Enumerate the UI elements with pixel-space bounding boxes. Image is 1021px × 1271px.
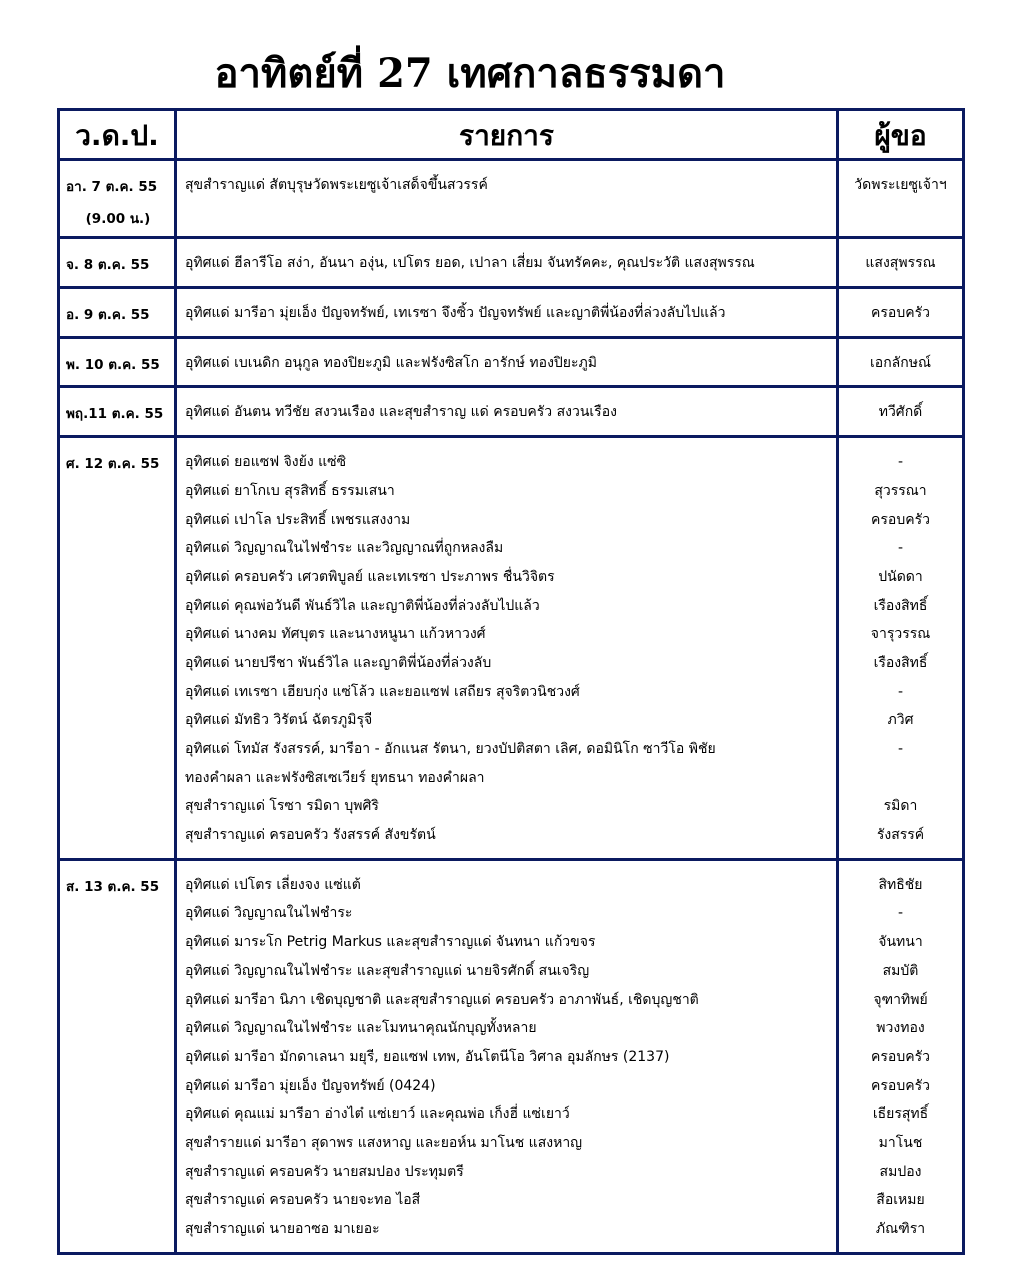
entry-requester: สิทธิชัย (878, 876, 923, 893)
row-date: จ. 8 ต.ค. 55 (66, 257, 150, 274)
entry-text: อุทิศแด่ มารีอา มุ่ยเอ็ง ปัญจทรัพย์ (0424) (185, 1077, 436, 1094)
entry-text: อุทิศแด่ ฮีลารีโอ สง่า, อันนา องุ่น, เปโตร ยอด, เปาลา เสี่ยม จันทรัคคะ, คุณประวัติ แสงสุพรรณ (185, 255, 755, 272)
page-title: อาทิตย์ที่ 27 เทศกาลธรรมดา (214, 50, 726, 97)
schedule-table (57, 108, 965, 1255)
row-requester-cell (839, 161, 962, 236)
row-requester-cell (839, 289, 962, 336)
entry-text: อุทิศแด่ เปาโล ประสิทธิ์ เพชรแสงงาม (185, 511, 411, 528)
entry-text: อุทิศแด่ เบเนดิก อนุกูล ทองปิยะภูมิ และฟรังซิสโก อารักษ์ ทองปิยะภูมิ (185, 354, 597, 371)
table-grid (60, 111, 962, 1252)
entry-requester: สมบัติ (882, 962, 919, 979)
row-requester-cell (839, 339, 962, 386)
entry-text: อุทิศแด่ มารีอา มักดาเลนา มยุรี, ยอแซฟ เทพ, อันโตนีโอ วิศาล อุมลักษร (2137) (185, 1048, 670, 1065)
entry-text: อุทิศแด่ มาระโก Petrig Markus และสุขสำราญแด่ จันทนา แก้วขจร (185, 934, 596, 951)
row-date-cell (60, 861, 177, 1252)
entry-requester: รมิดา (883, 798, 918, 815)
row-date: อ. 9 ต.ค. 55 (66, 307, 150, 324)
entry-text: อุทิศแด่ ยอแซฟ จิงย้ง แซ่ซิ (185, 454, 347, 471)
entry-requester: จารุวรรณ (870, 626, 931, 643)
entry-requester: สือเหมย (876, 1192, 925, 1209)
entry-requester: ครอบครัว (871, 305, 930, 322)
header-date: ว.ด.ป. (60, 111, 177, 161)
entry-text: อุทิศแด่ วิญญาณในไฟชำระ และโมทนาคุณนักบุญทั้งหลาย (185, 1020, 537, 1037)
entry-requester: ภวิศ (887, 712, 914, 729)
entry-requester: รังสรรค์ (876, 827, 925, 844)
entry-requester: จันทนา (878, 934, 923, 951)
entry-text (185, 200, 836, 229)
entry-text: อุทิศแด่ คุณพ่อวันดี พันธ์วิไล และญาติพี่น้องที่ล่วงลับไปแล้ว (185, 597, 540, 614)
row-requester-cell (839, 239, 962, 286)
entry-requester: พวงทอง (876, 1020, 925, 1037)
entry-requester: เธียรสุทธิ์ (872, 1106, 929, 1123)
entry-requester: มาโนช (878, 1134, 923, 1151)
entry-requester: สุวรรณา (874, 482, 927, 499)
entry-requester: ภัณฑิรา (875, 1221, 926, 1237)
entry-requester: ครอบครัว (871, 1048, 930, 1065)
entry-requester: ทวีศักดิ์ (878, 404, 923, 421)
row-date-cell (60, 239, 177, 286)
row-date-cell (60, 388, 177, 435)
row-items-cell (177, 239, 839, 286)
row-items-cell (177, 438, 839, 858)
entry-text: สุขสำราญแด่ ครอบครัว รังสรรค์ สังขรัตน์ (185, 827, 436, 844)
row-items-cell (177, 161, 839, 236)
entry-text: อุทิศแด่ ครอบครัว เศวตพิบูลย์ และเทเรซา ประภาพร ชื่นวิจิตร (185, 568, 555, 585)
row-requester-cell (839, 861, 962, 1252)
entry-text: อุทิศแด่ วิญญาณในไฟชำระ และสุขสำราญแด่ นายจิรศักดิ์ สนเจริญ (185, 962, 590, 979)
entry-text: อุทิศแด่ นางคม ทัศบุตร และนางหนูนา แก้วหาวงศ์ (185, 626, 486, 643)
entry-text: สุขสำราญแด่ ครอบครัว นายสมปอง ประทุมตรี (185, 1163, 464, 1180)
entry-requester (839, 764, 962, 793)
entry-requester: จุฑาทิพย์ (873, 991, 928, 1008)
entry-requester: เอกลักษณ์ (870, 354, 931, 371)
entry-requester: - (897, 905, 904, 922)
row-date-cell (60, 339, 177, 386)
entry-text: อุทิศแด่ มารีอา นิภา เชิดบุญชาติ และสุขสำราญแด่ ครอบครัว อาภาพันธ์, เชิดบุญชาติ (185, 991, 699, 1008)
entry-text: สุขสำราญแด่ สัตบุรุษวัดพระเยซูเจ้าเสด็จขึ้นสวรรค์ (185, 177, 488, 193)
entry-text: สุขสำรายแด่ มารีอา สุดาพร แสงหาญ และยอห์น มาโนช แสงหาญ (185, 1134, 583, 1151)
entry-requester: - (897, 540, 904, 557)
entry-requester: เรืองสิทธิ์ (873, 597, 928, 614)
entry-text: อุทิศแด่ มารีอา มุ่ยเอ็ง ปัญจทรัพย์, เทเรซา จึงซิ้ว ปัญจทรัพย์ และญาติพี่น้องที่ล่วงลับไปแล้ว (185, 305, 726, 322)
entry-requester: สมปอง (879, 1163, 922, 1180)
row-date: ศ. 12 ต.ค. 55 (66, 456, 160, 473)
row-items-cell (177, 339, 839, 386)
entry-requester: เรืองสิทธิ์ (873, 654, 928, 671)
row-requester-cell (839, 438, 962, 858)
row-date: พ. 10 ต.ค. 55 (66, 356, 160, 373)
row-date: อา. 7 ต.ค. 55 (66, 179, 158, 195)
entry-text: ทองคำผลา และฟรังซิสเซเวียร์ ยุทธนา ทองคำผลา (185, 769, 485, 786)
entry-requester: แสงสุพรรณ (865, 255, 936, 272)
entry-text: อุทิศแด่ โทมัส รังสรรค์, มารีอา - อักแนส รัตนา, ยวงบัปติสตา เลิศ, ดอมินิโก ซาวีโอ พิชัย (185, 741, 716, 757)
entry-text: สุขสำราญแด่ ครอบครัว นายจะทอ ไอสี (185, 1192, 421, 1209)
entry-text: อุทิศแด่ ยาโกเบ สุรสิทธิ์ ธรรมเสนา (185, 482, 395, 499)
row-date-cell (60, 289, 177, 336)
row-date: พฤ.11 ต.ค. 55 (66, 406, 164, 423)
row-date-sub: (9.00 น.) (85, 211, 151, 227)
entry-text: สุขสำราญแด่ นายอาซอ มาเยอะ (185, 1221, 380, 1237)
entry-requester: ปนัดดา (878, 568, 923, 585)
entry-text: อุทิศแด่ อันตน ทวีชัย สงวนเรือง และสุขสำราญ แด่ ครอบครัว สงวนเรือง (185, 404, 617, 421)
row-items-cell (177, 861, 839, 1252)
row-items-cell (177, 388, 839, 435)
entry-text: อุทิศแด่ มัทธิว วิรัตน์ ฉัตรภูมิรุจี (185, 712, 373, 729)
entry-requester: ครอบครัว (871, 1077, 930, 1094)
entry-requester: ครอบครัว (871, 511, 930, 528)
entry-text: อุทิศแด่ นายปรีชา พันธ์วิไล และญาติพี่น้องที่ล่วงลับ (185, 654, 492, 671)
header-items: รายการ (177, 111, 839, 161)
row-date: ส. 13 ต.ค. 55 (66, 878, 160, 895)
entry-requester: - (897, 683, 904, 700)
entry-requester: - (897, 741, 904, 757)
entry-text: อุทิศแด่ เปโตร เลี่ยงจง แซ่แต้ (185, 876, 361, 893)
row-items-cell (177, 289, 839, 336)
row-date-cell (60, 438, 177, 858)
header-requester: ผู้ขอ (839, 111, 962, 161)
entry-requester: - (897, 454, 904, 471)
entry-requester (839, 200, 962, 229)
entry-text: อุทิศแด่ วิญญาณในไฟชำระ (185, 905, 353, 922)
entry-requester: วัดพระเยซูเจ้าฯ (854, 177, 947, 193)
entry-text: อุทิศแด่ คุณแม่ มารีอา อ่างไต๋ แซ่เยาว์ และคุณพ่อ เก็งฮี่ แซ่เยาว์ (185, 1106, 570, 1123)
row-date-cell (60, 161, 177, 236)
entry-text: อุทิศแด่ เทเรซา เฮียบกุ่ง แซ่โล้ว และยอแซฟ เสถียร สุจริตวนิชวงศ์ (185, 683, 580, 700)
entry-text: อุทิศแด่ วิญญาณในไฟชำระ และวิญญาณที่ถูกหลงลืม (185, 540, 504, 557)
entry-text: สุขสำราญแด่ โรซา รมิดา บุพศิริ (185, 798, 379, 815)
row-requester-cell (839, 388, 962, 435)
